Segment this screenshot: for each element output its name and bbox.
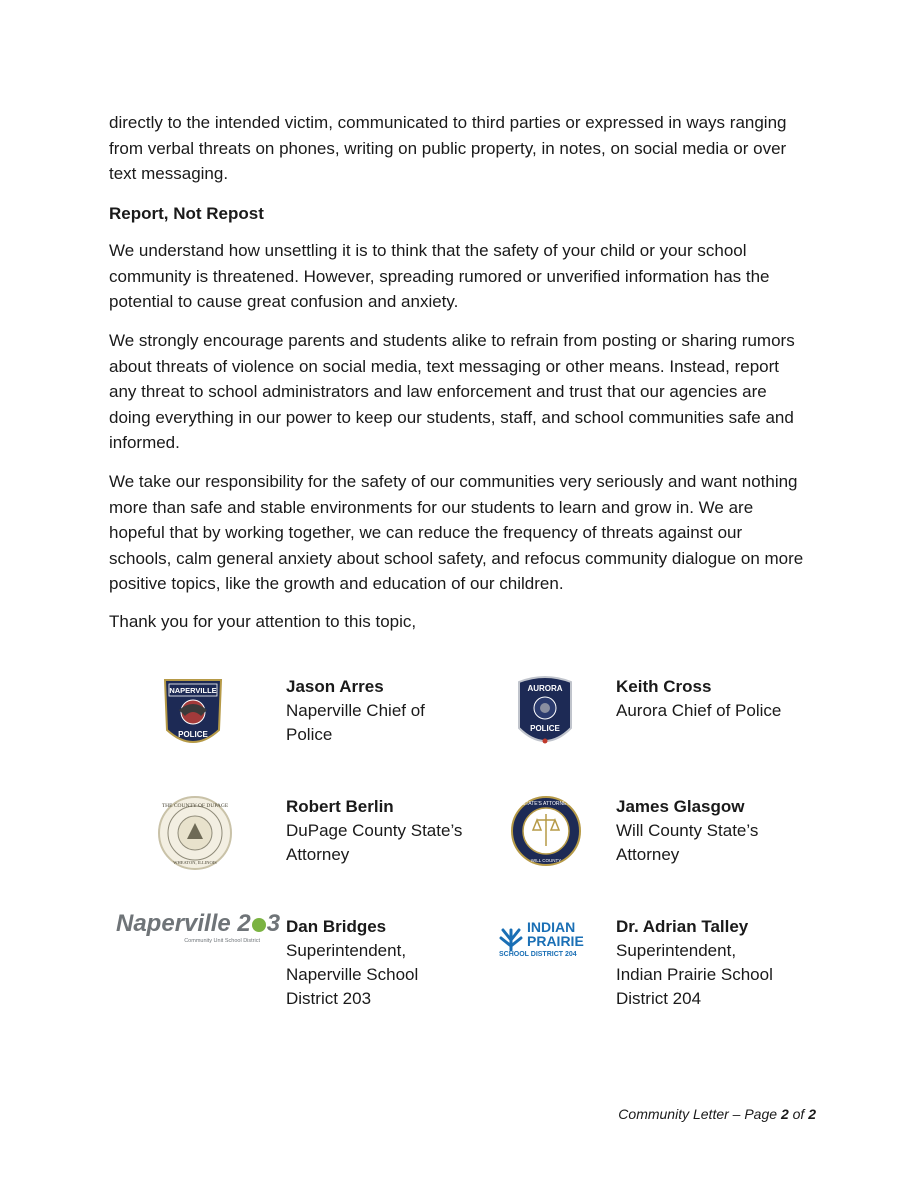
signature-arres xyxy=(286,675,425,747)
signatory-title-line: Naperville Chief of xyxy=(286,701,425,720)
paragraph-responsibility: We take our responsibility for the safety of our communities very seriously and want nothing more than safe and stable environments for our students to learn and grow in. We are hopeful that by working together, we can reduce the frequency of threats against our schools, calm general anxiety about school safety, and refocus community dialogue on more positive topics, like the growth and education of our children. xyxy=(109,472,804,593)
signatory-title-line: District 203 xyxy=(286,989,372,1008)
signatory-title-line: Superintendent, xyxy=(286,941,407,960)
signatory-title-line: Aurora Chief of Police xyxy=(616,701,782,720)
signatory-name: Robert Berlin xyxy=(286,797,394,816)
paragraph-unsettling: We understand how unsettling it is to think that the safety of your child or your school community is threatened. However, spreading rumored or unverified information has the potential to cause great confusion and anxiety. xyxy=(109,241,770,311)
section-heading: Report, Not Repost xyxy=(109,204,264,223)
paragraph-encourage: We strongly encourage parents and students alike to refrain from posting or sharing rumors about threats of violence on social media, text messaging or other means. Instead, report any threat to school administrators and law enforcement and trust that our agencies are doing everything in our power to keep our students, staff, and school communities safe and informed. xyxy=(109,331,795,452)
dupage-seal-text: THE COUNTY OF DUPAGE xyxy=(161,803,229,809)
signature-glasgow xyxy=(616,795,758,867)
naperville-badge-bottom-text: POLICE xyxy=(178,730,208,739)
aurora-badge-bottom-text: POLICE xyxy=(530,724,560,733)
signature-cross xyxy=(616,675,781,723)
signatory-name: Jason Arres xyxy=(286,677,384,696)
signature-bridges xyxy=(286,915,418,1011)
page-footer xyxy=(618,1106,816,1122)
footer-of: of xyxy=(788,1106,809,1122)
signatory-title-line: Police xyxy=(286,725,333,744)
signatory-title-line: Attorney xyxy=(286,845,350,864)
ip-line2: PRAIRIE xyxy=(527,933,584,949)
footer-page-total: 2 xyxy=(808,1106,816,1122)
ip-line3: SCHOOL DISTRICT 204 xyxy=(499,951,577,958)
signature-talley xyxy=(616,915,773,1011)
signatory-title-line: Indian Prairie School xyxy=(616,965,773,984)
ip-line1: INDIAN xyxy=(527,919,576,935)
indian-prairie-leaf-icon xyxy=(499,922,523,952)
dupage-county-seal-icon xyxy=(157,795,233,876)
footer-prefix: Community Letter – Page xyxy=(618,1106,781,1122)
naperville-police-badge-icon xyxy=(161,674,225,759)
n203-main-text: Naperville 2 xyxy=(116,910,251,937)
n203-sub-text: Community Unit School District xyxy=(184,938,260,944)
will-county-seal-icon xyxy=(511,796,581,871)
n203-globe-icon xyxy=(252,918,266,932)
signatory-title-line: Naperville School xyxy=(286,965,419,984)
paragraph-intro: directly to the intended victim, communicated to third parties or expressed in ways ranging from verbal threats on phones, writing on public property, in notes, on social media or over text messaging. xyxy=(109,113,787,183)
signatory-name: Keith Cross xyxy=(616,677,712,696)
will-seal-text: STATE'S ATTORNEY xyxy=(522,801,570,807)
aurora-police-badge-icon xyxy=(513,674,577,759)
signatory-title-line: Attorney xyxy=(616,845,680,864)
signatory-title-line: District 204 xyxy=(616,989,702,1008)
signatory-title-line: Will County State’s xyxy=(616,821,759,840)
signatory-name: James Glasgow xyxy=(616,797,745,816)
n203-number-text: 3 xyxy=(266,910,281,937)
footer-page-number: 2 xyxy=(780,1106,789,1122)
signatory-name: Dan Bridges xyxy=(286,917,387,936)
aurora-badge-top-text: AURORA xyxy=(527,684,563,693)
will-seal-subtext: WILL COUNTY xyxy=(530,858,562,863)
signatory-title-line: DuPage County State’s xyxy=(286,821,463,840)
paragraph-closing: Thank you for your attention to this topic, xyxy=(109,612,417,631)
naperville-badge-top-text: NAPERVILLE xyxy=(169,686,217,695)
indian-prairie-logo xyxy=(499,920,599,960)
signatory-title-line: Superintendent, xyxy=(616,941,737,960)
signatory-name: Dr. Adrian Talley xyxy=(616,917,749,936)
dupage-seal-subtext: WHEATON, ILLINOIS xyxy=(173,860,217,865)
signature-berlin xyxy=(286,795,462,867)
naperville-203-logo xyxy=(116,910,281,948)
